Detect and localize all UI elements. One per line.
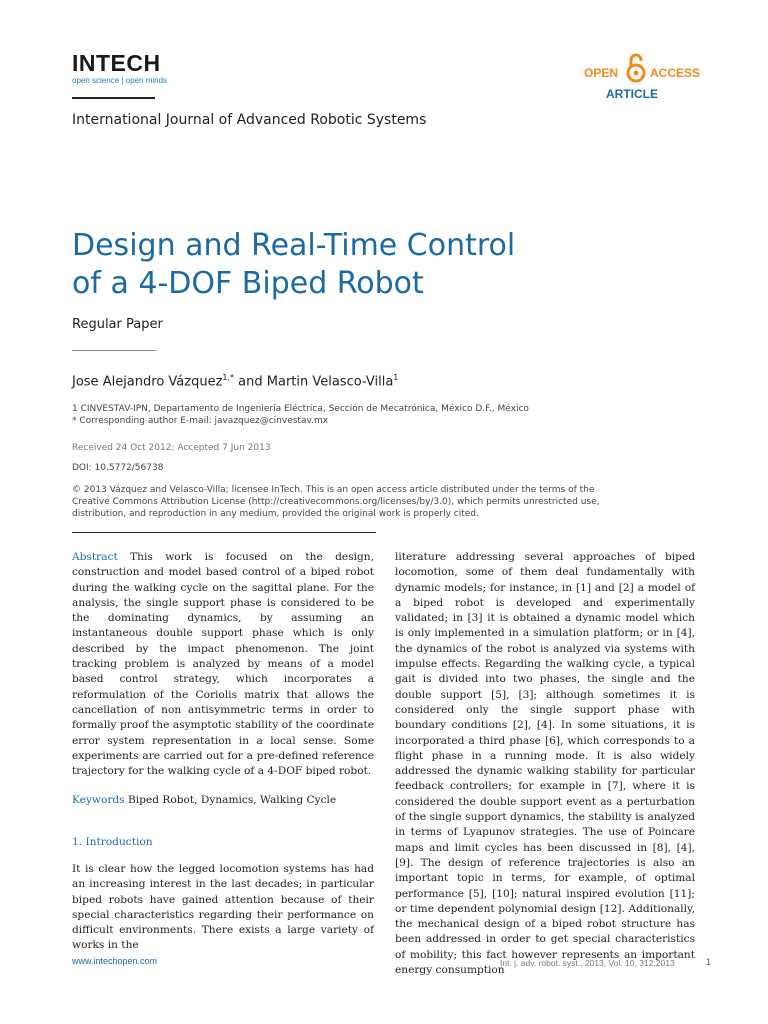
keywords-label: Keywords (72, 794, 125, 806)
license-notice: © 2013 Vázquez and Velasco-Villa; licensee InTech. This is an open access article distributed under the terms of the Creative Commons Attribution License (http://creativecommons.org/licenses/by/3.0), which permits unrestricted use, distribution, and reproduction in any medium, provided the original work is properly cited. (72, 485, 600, 519)
author-conjunction: and Martin Velasco-Villa (234, 374, 394, 390)
open-access-access-label: ACCESS (650, 66, 701, 80)
abstract (72, 550, 374, 779)
introduction-right-column (395, 550, 695, 978)
open-access-badge (582, 60, 700, 108)
abstract-label: Abstract (72, 551, 118, 563)
open-lock-icon (626, 53, 646, 86)
publisher-logo-name: INTECH (72, 50, 161, 76)
corresponding-author: * Corresponding author E-mail: javazquez@cinvestav.mx (72, 416, 329, 426)
author-2-affiliation-mark: 1 (393, 373, 399, 382)
journal-name: International Journal of Advanced Robotic Systems (72, 112, 427, 128)
introduction-paragraph-left: It is clear how the legged locomotion systems has had an increasing interest in the last decades; in particular biped robots have gained attention because of their special characteristics regarding their performance on difficult environments. There exists a large variety of works in the (72, 863, 374, 952)
section-heading-introduction: 1. Introduction (72, 836, 153, 848)
paper-type-divider (72, 350, 156, 351)
paper-title (72, 227, 632, 303)
author-list (72, 373, 398, 389)
introduction-paragraph-right: literature addressing several approaches of biped locomotion, some of them deal fundamentally with dynamic models; for instance, in [1] and [2] a model of a biped robot is developed and experimentally validated; in [3] it is obtained a dynamic model which is only implemented in a simulation platform; or in [4], the dynamics of the robot is analyzed via systems with impulse effects. Regarding the walking cycle, a typical gait is divided into two phases, the single and the double support [5], [3]; although sometimes it is considered only the single support phase with boundary conditions [2], [4]. In some situations, it is incorporated a third phase [6], which corresponds to a flight phase in a running mode. It is also widely addressed the dynamic walking stability for particular feedback controllers; for example in [7], where it is considered the double support event as a perturbation of the single support dynamics, the stability is analyzed in terms of Lyapunov strategies. The use of Poincare maps and limit cycles has been discussed in [8], [4], [9]. The design of reference trajectories is also an important topic in terms, for example, of optimal performance [5], [10]; natural inspired evolution [11]; or time dependent polynomial design [12]. Additionally, the mechanical design of a biped robot structure has been addressed in order to get special characteristics of mobility; this fact however represents an important energy consumption (395, 551, 695, 977)
doi: DOI: 10.5772/56738 (72, 463, 164, 473)
introduction-left-column (72, 862, 374, 954)
paper-type: Regular Paper (72, 317, 163, 332)
article-label: ARTICLE (606, 87, 658, 101)
logo-divider (72, 97, 155, 99)
page-number: 1 (706, 957, 712, 967)
column-divider (72, 532, 376, 533)
open-access-open-label: OPEN (584, 66, 619, 80)
footer-citation: Int. j. adv. robot. syst., 2013, Vol. 10, 312:2013 (500, 958, 675, 968)
paper-title-line-2: of a 4-DOF Biped Robot (72, 266, 424, 301)
publisher-logo-tagline: open science | open minds (72, 76, 168, 85)
author-1-affiliation-mark: 1,* (222, 373, 235, 382)
affiliation: 1 CINVESTAV-IPN, Departamento de Ingeniería Eléctrica, Sección de Mecatrónica, México D.F., México (72, 404, 529, 414)
abstract-text: This work is focused on the design, construction and model based control of a biped robot during the walking cycle on the sagittal plane. For the analysis, the single support phase is considered to be the dominating dynamics, by assuming an instantaneous double support phase which is only described by the impact phenomenon. The joint tracking problem is analyzed by means of a model based control strategy, which incorporates a reformulation of the Coriolis matrix that allows the cancellation of non antisymmetric terms in order to formally proof the asymptotic stability of the coordinate error system representation in a local sense. Some experiments are carried out for a pre-defined reference trajectory for the walking cycle of a 4-DOF biped robot. (72, 551, 374, 778)
received-dates: Received 24 Oct 2012; Accepted 7 Jun 2013 (72, 443, 271, 453)
footer-url-link[interactable]: www.intechopen.com (72, 956, 158, 966)
keywords-text: Biped Robot, Dynamics, Walking Cycle (124, 794, 337, 806)
keywords (72, 793, 374, 808)
author-1: Jose Alejandro Vázquez (72, 374, 223, 390)
paper-title-line-1: Design and Real-Time Control (72, 228, 516, 263)
